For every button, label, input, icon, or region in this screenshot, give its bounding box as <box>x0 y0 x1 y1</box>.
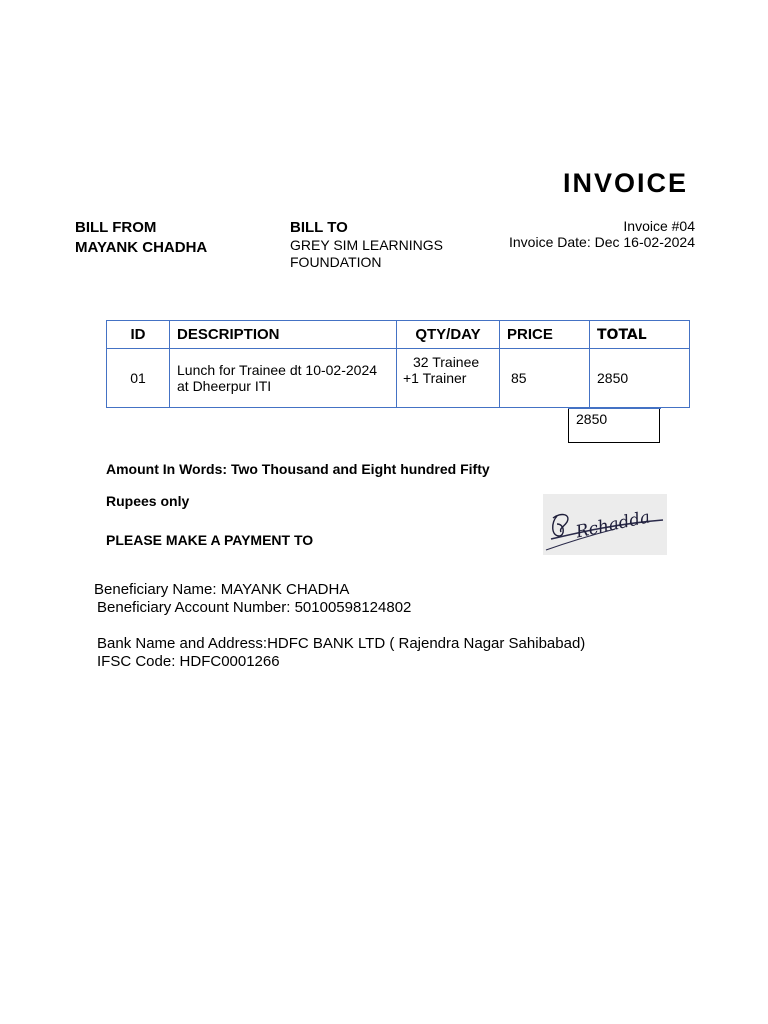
row-qty-line2: +1 Trainer <box>403 370 467 386</box>
invoice-date: Invoice Date: Dec 16-02-2024 <box>509 234 695 250</box>
header-total: TOTAL <box>590 321 690 349</box>
row-id: 01 <box>107 349 170 408</box>
header-description: DESCRIPTION <box>170 321 397 349</box>
row-qty-line1: 32 Trainee <box>413 354 480 370</box>
invoice-title: INVOICE <box>563 168 689 198</box>
svg-text:Rchadda: Rchadda <box>574 507 652 543</box>
beneficiary-account-number: Beneficiary Account Number: 50100598124802 <box>97 599 412 616</box>
invoice-number: Invoice #04 <box>623 218 695 234</box>
bank-name-address: Bank Name and Address:HDFC BANK LTD ( Rajendra Nagar Sahibabad) <box>97 635 586 652</box>
amount-in-words-line2: Rupees only <box>106 493 190 509</box>
row-description-line2: at Dheerpur ITI <box>177 378 272 394</box>
bill-from-heading: BILL FROM <box>75 219 157 236</box>
table-header-row <box>107 321 690 349</box>
row-qty <box>397 349 500 408</box>
row-description-line1: Lunch for Trainee dt 10-02-2024 <box>177 362 378 378</box>
ifsc-code: IFSC Code: HDFC0001266 <box>97 653 280 670</box>
payment-heading: PLEASE MAKE A PAYMENT TO <box>106 532 314 548</box>
row-price <box>500 349 590 408</box>
bill-to-name-line2: FOUNDATION <box>290 254 382 270</box>
header-id: ID <box>107 321 170 349</box>
grand-total: 2850 <box>568 408 660 443</box>
amount-in-words-line1: Amount In Words: Two Thousand and Eight hundred Fifty <box>106 461 490 477</box>
beneficiary-name: Beneficiary Name: MAYANK CHADHA <box>94 581 350 598</box>
signature-icon <box>543 494 667 555</box>
grand-total-divider <box>568 408 661 409</box>
signature-image <box>543 494 667 555</box>
header-qty: QTY/DAY <box>397 321 500 349</box>
bill-to-name-line1: GREY SIM LEARNINGS <box>290 237 444 253</box>
bill-from-name: MAYANK CHADHA <box>75 239 208 256</box>
bill-to-heading: BILL TO <box>290 219 348 236</box>
row-total: 2850 <box>590 349 690 408</box>
table-row <box>107 349 690 408</box>
row-description <box>170 349 397 408</box>
items-table <box>106 320 690 408</box>
header-price: PRICE <box>500 321 590 349</box>
row-price-value: 85 <box>511 370 527 386</box>
